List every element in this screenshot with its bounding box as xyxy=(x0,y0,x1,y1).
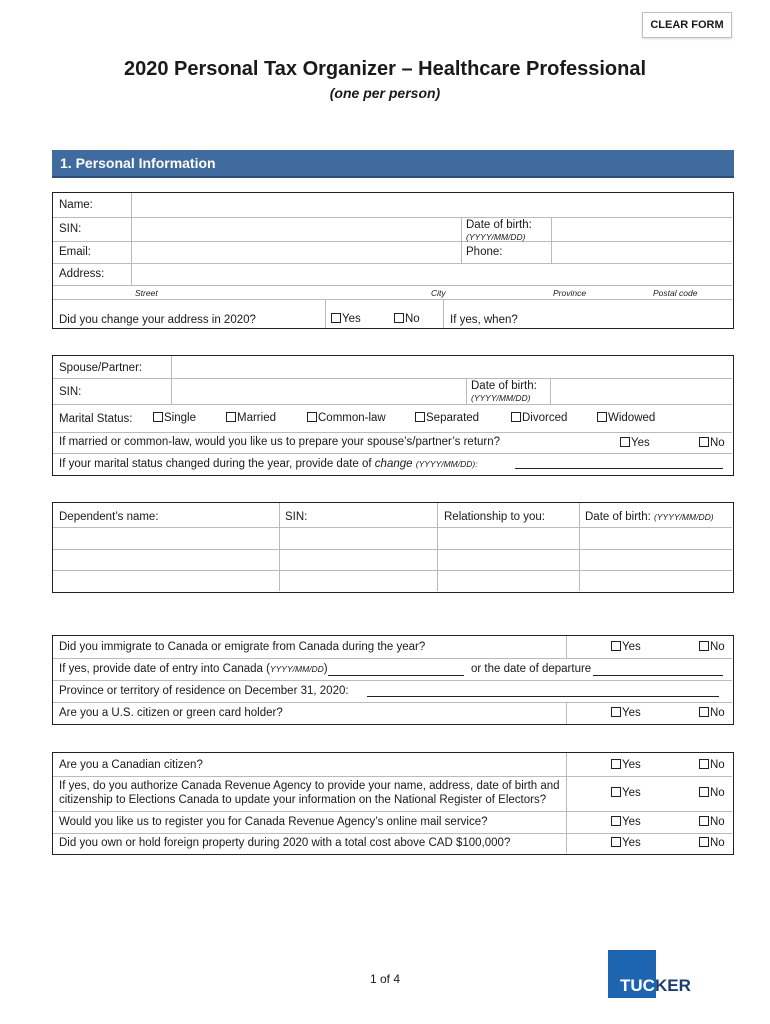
checkbox-icon[interactable] xyxy=(611,759,621,769)
province-residence-field[interactable] xyxy=(367,696,719,697)
checkbox-icon[interactable] xyxy=(611,641,621,651)
dob-format: (YYYY/MM/DD) xyxy=(466,232,526,242)
prepare-spouse-question: If married or common-law, would you like us to prepare your spouse’s/partner’s return? xyxy=(59,436,501,448)
page-subtitle: (one per person) xyxy=(329,85,441,101)
email-field[interactable] xyxy=(133,242,459,262)
online-mail-yes[interactable]: Yes xyxy=(611,816,641,828)
us-citizen-no[interactable]: No xyxy=(699,707,725,719)
checkbox-icon[interactable] xyxy=(699,837,709,847)
dependent-row[interactable] xyxy=(54,528,730,548)
spouse-sin-label: SIN: xyxy=(59,386,82,398)
marital-divorced-option[interactable]: Divorced xyxy=(511,412,567,424)
if-yes-when-label: If yes, when? xyxy=(450,314,518,326)
spouse-dob-label: Date of birth: xyxy=(471,380,537,392)
dependents-table xyxy=(52,502,734,593)
prepare-spouse-no[interactable]: No xyxy=(699,437,725,449)
spouse-label: Spouse/Partner: xyxy=(59,362,143,374)
checkbox-icon[interactable] xyxy=(415,412,425,422)
marital-common-law-option[interactable]: Common-law xyxy=(307,412,386,424)
spouse-name-field[interactable] xyxy=(173,357,729,377)
email-label: Email: xyxy=(59,246,91,258)
spouse-dob-format: (YYYY/MM/DD) xyxy=(471,393,531,403)
address-change-no[interactable]: No xyxy=(394,313,420,325)
checkbox-icon[interactable] xyxy=(611,787,621,797)
dependent-sin-header: SIN: xyxy=(285,511,308,523)
checkbox-icon[interactable] xyxy=(611,837,621,847)
online-mail-question: Would you like us to register you for Canada Revenue Agency’s online mail service? xyxy=(59,816,488,828)
immigration-question: Did you immigrate to Canada or emigrate from Canada during the year? xyxy=(59,641,426,653)
checkbox-icon[interactable] xyxy=(511,412,521,422)
sin-field[interactable] xyxy=(133,218,459,240)
address-field[interactable] xyxy=(133,264,729,284)
checkbox-icon[interactable] xyxy=(699,816,709,826)
checkbox-icon[interactable] xyxy=(331,313,341,323)
marital-married-option[interactable]: Married xyxy=(226,412,276,424)
immigration-yes[interactable]: Yes xyxy=(611,641,641,653)
foreign-property-question: Did you own or hold foreign property during 2020 with a total cost above CAD $100,000? xyxy=(59,837,511,849)
canadian-citizen-yes[interactable]: Yes xyxy=(611,759,641,771)
clear-form-button[interactable]: CLEAR FORM xyxy=(642,12,732,38)
personal-info-box xyxy=(52,192,734,329)
street-caption: Street xyxy=(135,288,158,298)
immigration-no[interactable]: No xyxy=(699,641,725,653)
marital-separated-option[interactable]: Separated xyxy=(415,412,479,424)
city-caption: City xyxy=(431,288,446,298)
foreign-property-no[interactable]: No xyxy=(699,837,725,849)
spouse-dob-field[interactable] xyxy=(552,379,729,403)
us-citizen-question: Are you a U.S. citizen or green card holder? xyxy=(59,707,283,719)
province-caption: Province xyxy=(553,288,587,298)
phone-field[interactable] xyxy=(553,242,729,262)
departure-date-field[interactable] xyxy=(593,675,723,676)
dependent-row[interactable] xyxy=(54,571,730,590)
checkbox-icon[interactable] xyxy=(699,641,709,651)
name-field[interactable] xyxy=(133,194,729,216)
elections-canada-yes[interactable]: Yes xyxy=(611,787,641,799)
checkbox-icon[interactable] xyxy=(699,707,709,717)
entry-date-field[interactable] xyxy=(328,675,464,676)
section-heading-personal-information xyxy=(52,150,734,178)
sin-label: SIN: xyxy=(59,223,82,235)
online-mail-no[interactable]: No xyxy=(699,816,725,828)
checkbox-icon[interactable] xyxy=(307,412,317,422)
checkbox-icon[interactable] xyxy=(611,816,621,826)
dependent-relationship-header: Relationship to you: xyxy=(444,511,546,523)
checkbox-icon[interactable] xyxy=(226,412,236,422)
checkbox-icon[interactable] xyxy=(153,412,163,422)
marital-change-date-field[interactable] xyxy=(515,468,723,469)
citizenship-box xyxy=(52,752,734,855)
departure-label: or the date of departure xyxy=(471,663,592,675)
elections-canada-question-line1: If yes, do you authorize Canada Revenue Agency to provide your name, address, date of birth and xyxy=(59,780,560,792)
marital-single-option[interactable]: Single xyxy=(153,412,196,424)
checkbox-icon[interactable] xyxy=(620,437,630,447)
foreign-property-yes[interactable]: Yes xyxy=(611,837,641,849)
marital-widowed-option[interactable]: Widowed xyxy=(597,412,655,424)
dependent-dob-header: Date of birth: (YYYY/MM/DD) xyxy=(585,511,714,523)
prepare-spouse-yes[interactable]: Yes xyxy=(620,437,650,449)
address-change-yes[interactable]: Yes xyxy=(331,313,361,325)
us-citizen-yes[interactable]: Yes xyxy=(611,707,641,719)
checkbox-icon[interactable] xyxy=(699,759,709,769)
name-label: Name: xyxy=(59,199,93,211)
spouse-sin-field[interactable] xyxy=(173,379,464,403)
page-number: 1 of 4 xyxy=(369,972,401,986)
entry-date-question: If yes, provide date of entry into Canada (YYYY/MM/DD) xyxy=(59,663,328,675)
postal-code-caption: Postal code xyxy=(653,288,698,298)
dob-label: Date of birth: xyxy=(466,219,532,231)
elections-canada-no[interactable]: No xyxy=(699,787,725,799)
checkbox-icon[interactable] xyxy=(699,437,709,447)
marital-status-label: Marital Status: xyxy=(59,413,133,425)
dob-field[interactable] xyxy=(553,218,729,240)
spouse-info-box xyxy=(52,355,734,476)
canadian-citizen-no[interactable]: No xyxy=(699,759,725,771)
checkbox-icon[interactable] xyxy=(597,412,607,422)
checkbox-icon[interactable] xyxy=(699,787,709,797)
tucker-logo: TUCKER xyxy=(620,976,691,995)
section-heading-text: 1. Personal Information xyxy=(60,155,216,171)
checkbox-icon[interactable] xyxy=(394,313,404,323)
page-title: 2020 Personal Tax Organizer – Healthcare Professional xyxy=(123,58,647,80)
dependent-name-header: Dependent’s name: xyxy=(59,511,159,523)
province-residence-question: Province or territory of residence on December 31, 2020: xyxy=(59,685,349,697)
phone-label: Phone: xyxy=(466,246,503,258)
immigration-box xyxy=(52,635,734,725)
checkbox-icon[interactable] xyxy=(611,707,621,717)
marital-change-question: If your marital status changed during the year, provide date of change (YYYY/MM/DD): xyxy=(59,458,478,470)
dependent-row[interactable] xyxy=(54,550,730,569)
address-change-question: Did you change your address in 2020? xyxy=(59,314,256,326)
address-label: Address: xyxy=(59,268,105,280)
elections-canada-question-line2: citizenship to Elections Canada to update your information on the National Register of Electors? xyxy=(59,794,547,806)
canadian-citizen-question: Are you a Canadian citizen? xyxy=(59,759,203,771)
